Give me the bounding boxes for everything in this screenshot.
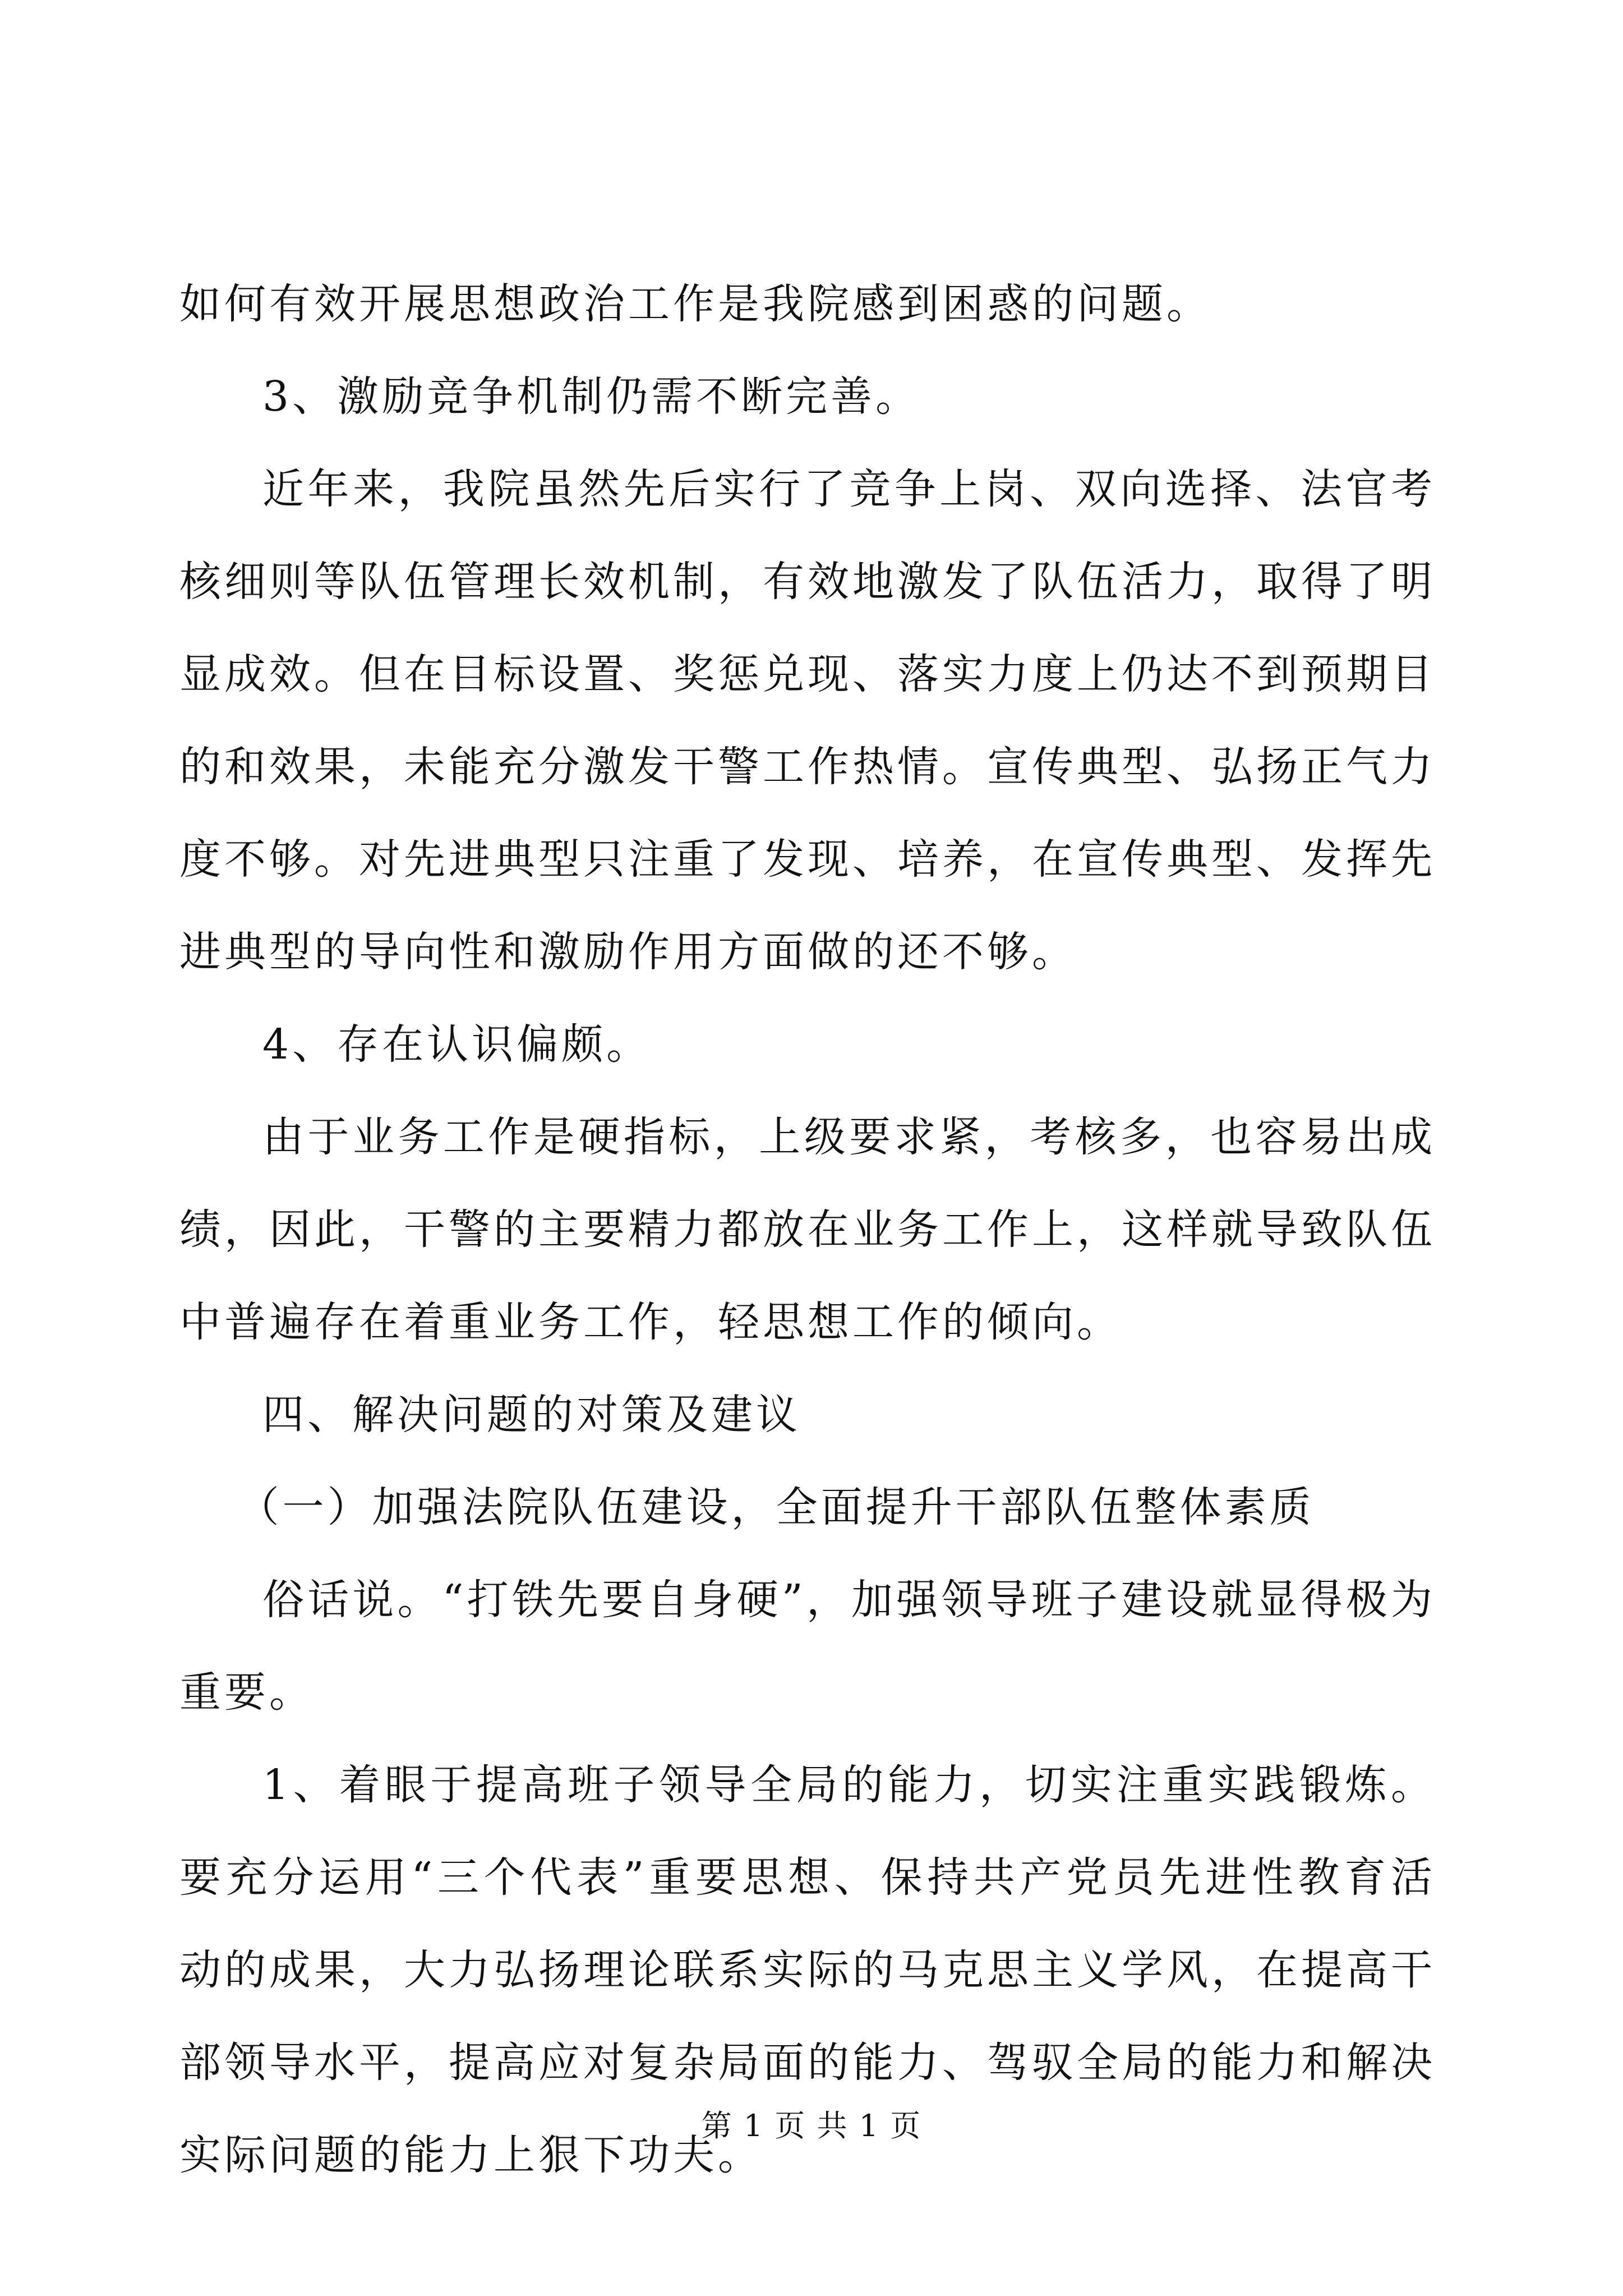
paragraph-body-proverb: 俗话说。“打铁先要自身硬”，加强领导班子建设就显得极为重要。 [179,1576,1436,1717]
paragraph-heading-4: 4、存在认识偏颇。 [262,1020,652,1069]
paragraph-continuation: 如何有效开展思想政治工作是我院感到困惑的问题。 [179,280,1211,328]
paragraph-body-competition: 近年来，我院虽然先后实行了竞争上岗、双向选择、法官考核细则等队伍管理长效机制，有效地激发了队伍活力，取得了明显成效。但在目标设置、奖惩兑现、落实力度上仍达不到预期目的和效果，未能充分激发干警工作热情。宣传典型、弘扬正气力度不够。对先进典型只注重了发现、培养，在宣传典型、发挥先进典型的导向性和激励作用方面做的还不够。 [179,465,1436,976]
paragraph-body-leadership: 1、着眼于提高班子领导全局的能力，切实注重实践锻炼。要充分运用“三个代表”重要思想、保持共产党员先进性教育活动的成果，大力弘扬理论联系实际的马克思主义学风，在提高干部领导水平，提高应对复杂局面的能力、驾驭全局的能力和解决实际问题的能力上狠下功夫。 [179,1761,1436,2179]
page-footer: 第 1 页 共 1 页 [701,2108,922,2143]
paragraph-heading-3: 3、激励竞争机制仍需不断完善。 [262,372,921,421]
paragraph-body-bias: 由于业务工作是硬指标，上级要求紧，考核多，也容易出成绩，因此，干警的主要精力都放在业务工作上，这样就导致队伍中普遍存在着重业务工作，轻思想工作的倾向。 [179,1113,1436,1346]
section-heading-solutions: 四、解决问题的对策及建议 [262,1391,801,1439]
subsection-heading-1: （一）加强法院队伍建设，全面提升干部队伍整体素质 [237,1483,1315,1531]
document-body [179,258,1436,2202]
